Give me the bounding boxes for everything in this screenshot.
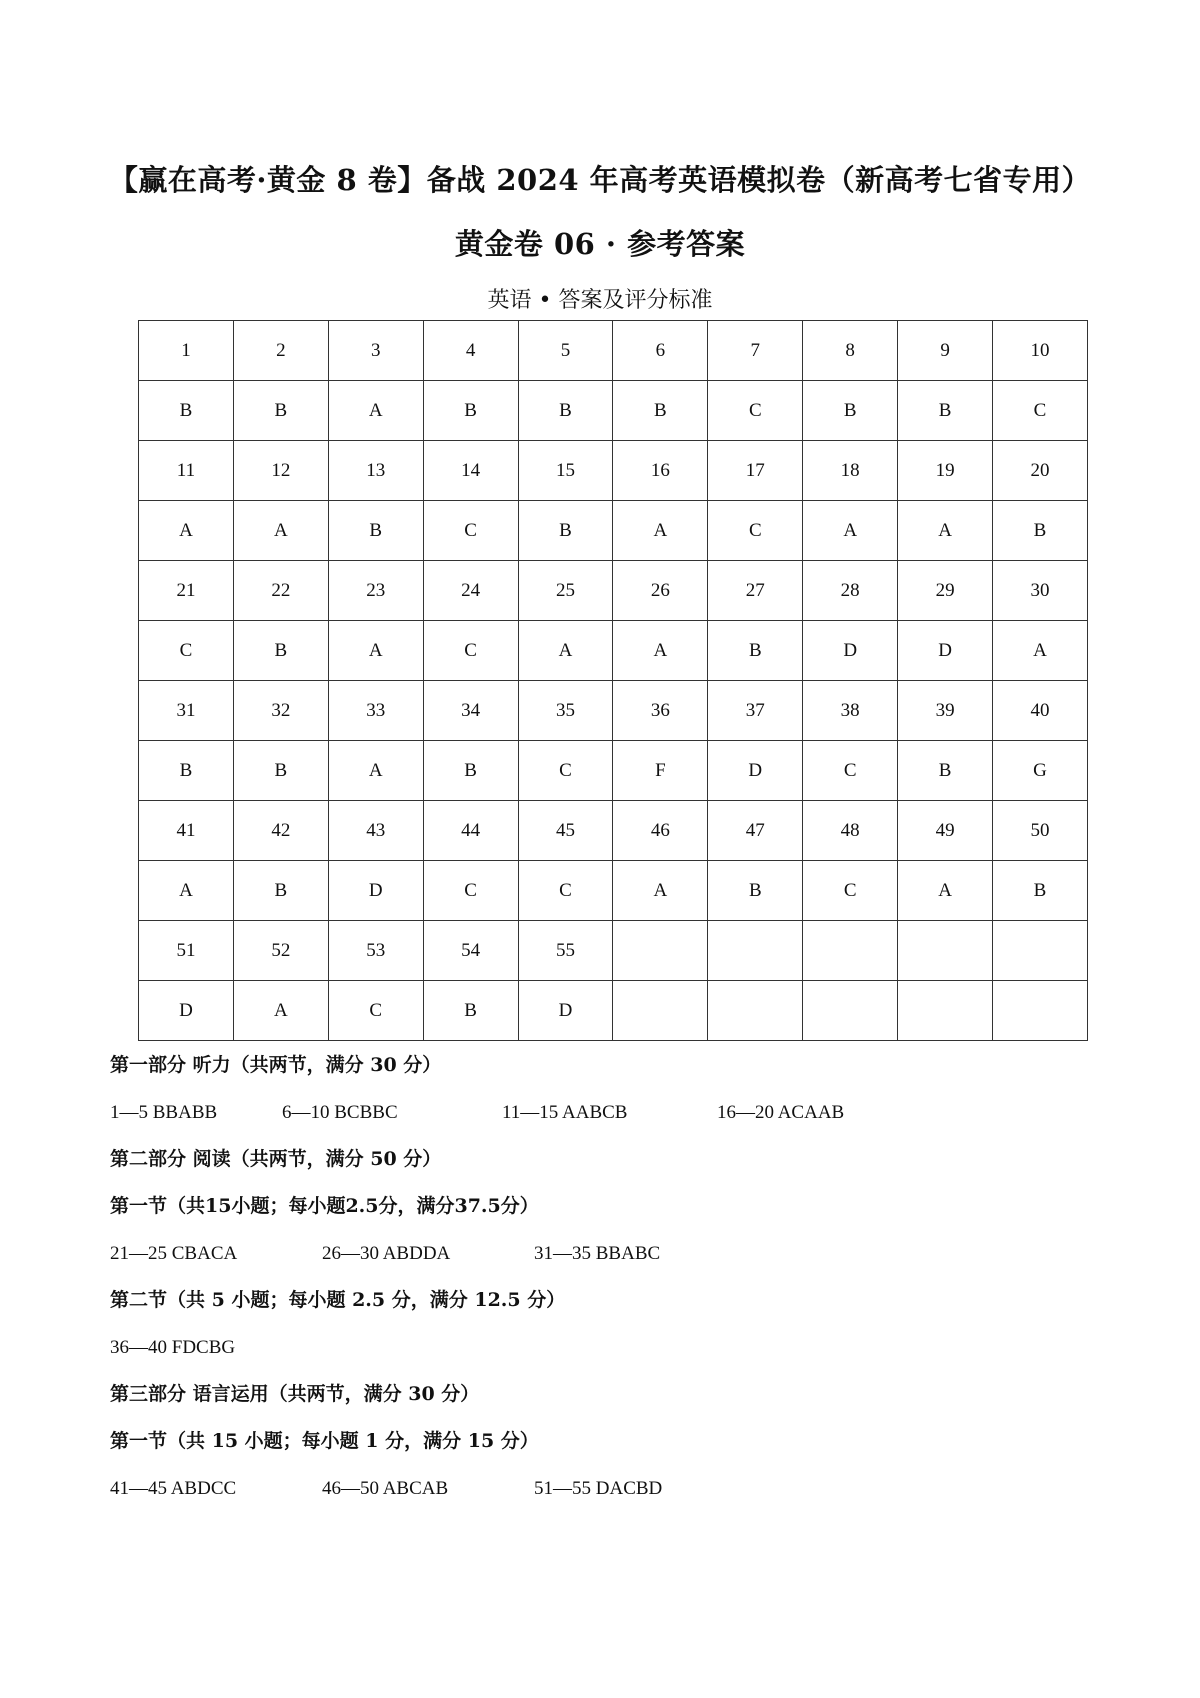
question-number-cell: 15 (518, 441, 613, 501)
answer-cell: A (233, 501, 328, 561)
answer-cell: C (328, 981, 423, 1041)
answer-cell: B (708, 861, 803, 921)
answer-cell: B (233, 621, 328, 681)
part2-section1-answers (110, 1238, 1110, 1285)
question-number-cell: 44 (423, 801, 518, 861)
answer-cell: D (139, 981, 234, 1041)
question-number-cell: 11 (139, 441, 234, 501)
question-number-cell: 12 (233, 441, 328, 501)
answer-cell: B (518, 381, 613, 441)
question-number-cell (898, 921, 993, 981)
answer-cell (613, 981, 708, 1041)
answer-cell: A (993, 621, 1088, 681)
answer-cell: C (139, 621, 234, 681)
document-title: 【赢在高考·黄金 8 卷】备战 2024 年高考英语模拟卷（新高考七省专用） (108, 163, 1092, 197)
question-number-cell: 2 (233, 321, 328, 381)
part2-section1-heading: 第一节（共15小题；每小题2.5分，满分37.5分） (110, 1195, 539, 1217)
answer-cell (993, 981, 1088, 1041)
answer-cell: C (518, 741, 613, 801)
question-number-cell: 7 (708, 321, 803, 381)
question-number-cell: 34 (423, 681, 518, 741)
answer-cell: D (328, 861, 423, 921)
question-number-cell: 20 (993, 441, 1088, 501)
question-number-cell: 1 (139, 321, 234, 381)
question-number-cell: 8 (803, 321, 898, 381)
question-number-cell: 53 (328, 921, 423, 981)
question-number-cell: 55 (518, 921, 613, 981)
answer-cell: G (993, 741, 1088, 801)
answer-cell: C (423, 501, 518, 561)
answer-cell: C (708, 501, 803, 561)
answer-cell: B (423, 741, 518, 801)
answer-cell: B (708, 621, 803, 681)
answer-cell: C (423, 861, 518, 921)
answer-cell: D (803, 621, 898, 681)
answer-group: 41—45 ABDCC (110, 1478, 237, 1499)
answer-cell: A (898, 501, 993, 561)
answer-cell: B (328, 501, 423, 561)
answer-letter-row (139, 501, 1088, 561)
question-number-cell: 28 (803, 561, 898, 621)
question-number-cell: 37 (708, 681, 803, 741)
answer-cell (708, 981, 803, 1041)
table-caption: 英语 • 答案及评分标准 (487, 288, 713, 313)
answer-group: 21—25 CBACA (110, 1243, 238, 1264)
question-number-cell: 46 (613, 801, 708, 861)
answer-group: 46—50 ABCAB (322, 1478, 449, 1499)
answer-letter-row (139, 621, 1088, 681)
question-number-cell: 47 (708, 801, 803, 861)
question-number-row (139, 681, 1088, 741)
question-number-cell: 52 (233, 921, 328, 981)
answer-cell: A (613, 861, 708, 921)
answer-cell: B (423, 381, 518, 441)
answer-cell: A (613, 621, 708, 681)
answer-cell: B (423, 981, 518, 1041)
answer-group: 6—10 BCBBC (282, 1102, 398, 1123)
answer-cell: B (898, 381, 993, 441)
part2-section2-answers (110, 1332, 1110, 1379)
answer-cell: A (613, 501, 708, 561)
part1-answers (110, 1097, 1110, 1144)
question-number-cell (993, 921, 1088, 981)
part2-heading: 第二部分 阅读（共两节，满分 50 分） (110, 1148, 442, 1170)
part3-section1-heading: 第一节（共 15 小题；每小题 1 分，满分 15 分） (110, 1430, 539, 1452)
answer-group: 11—15 AABCB (502, 1102, 628, 1123)
answer-cell (898, 981, 993, 1041)
question-number-cell: 29 (898, 561, 993, 621)
answer-group: 16—20 ACAAB (717, 1102, 845, 1123)
answer-cell: A (328, 381, 423, 441)
answer-cell: A (518, 621, 613, 681)
answer-letter-row (139, 861, 1088, 921)
answer-group: 51—55 DACBD (534, 1478, 663, 1499)
answer-cell: B (993, 861, 1088, 921)
answer-cell: A (328, 621, 423, 681)
part1-heading: 第一部分 听力（共两节，满分 30 分） (110, 1054, 442, 1076)
question-number-row (139, 441, 1088, 501)
answer-cell: A (898, 861, 993, 921)
answer-cell: C (708, 381, 803, 441)
answer-cell: C (803, 861, 898, 921)
question-number-cell: 42 (233, 801, 328, 861)
part3-section1-answers (110, 1473, 1110, 1520)
question-number-cell: 10 (993, 321, 1088, 381)
answer-cell (803, 981, 898, 1041)
question-number-cell: 18 (803, 441, 898, 501)
question-number-cell: 14 (423, 441, 518, 501)
question-number-cell: 49 (898, 801, 993, 861)
question-number-row (139, 321, 1088, 381)
question-number-cell: 3 (328, 321, 423, 381)
question-number-cell: 13 (328, 441, 423, 501)
answer-group: 31—35 BBABC (534, 1243, 661, 1264)
question-number-cell: 23 (328, 561, 423, 621)
question-number-cell (613, 921, 708, 981)
document-subtitle: 黄金卷 06 · 参考答案 (454, 227, 746, 261)
question-number-row (139, 561, 1088, 621)
part3-heading: 第三部分 语言运用（共两节，满分 30 分） (110, 1383, 480, 1405)
question-number-cell: 38 (803, 681, 898, 741)
answer-cell: B (803, 381, 898, 441)
question-number-cell: 17 (708, 441, 803, 501)
answer-group: 36—40 FDCBG (110, 1337, 236, 1358)
question-number-cell: 48 (803, 801, 898, 861)
question-number-cell: 36 (613, 681, 708, 741)
answer-group: 1—5 BBABB (110, 1102, 218, 1123)
question-number-cell: 32 (233, 681, 328, 741)
question-number-cell (708, 921, 803, 981)
answer-group: 26—30 ABDDA (322, 1243, 451, 1264)
question-number-cell (803, 921, 898, 981)
answer-cell: B (518, 501, 613, 561)
question-number-cell: 50 (993, 801, 1088, 861)
answer-cell: C (423, 621, 518, 681)
answer-cell: B (993, 501, 1088, 561)
answer-letter-row (139, 741, 1088, 801)
question-number-cell: 35 (518, 681, 613, 741)
answer-cell: D (518, 981, 613, 1041)
answer-cell: B (233, 741, 328, 801)
question-number-cell: 31 (139, 681, 234, 741)
answer-cell: F (613, 741, 708, 801)
question-number-cell: 30 (993, 561, 1088, 621)
answer-letter-row (139, 981, 1088, 1041)
question-number-cell: 25 (518, 561, 613, 621)
answer-cell: B (613, 381, 708, 441)
question-number-cell: 27 (708, 561, 803, 621)
question-number-cell: 4 (423, 321, 518, 381)
question-number-row (139, 921, 1088, 981)
answer-cell: A (139, 501, 234, 561)
answer-cell: A (233, 981, 328, 1041)
answer-cell: B (139, 381, 234, 441)
question-number-cell: 33 (328, 681, 423, 741)
question-number-cell: 24 (423, 561, 518, 621)
answer-cell: C (518, 861, 613, 921)
question-number-cell: 51 (139, 921, 234, 981)
answer-cell: C (803, 741, 898, 801)
question-number-cell: 41 (139, 801, 234, 861)
question-number-cell: 5 (518, 321, 613, 381)
answer-cell: D (708, 741, 803, 801)
question-number-cell: 39 (898, 681, 993, 741)
question-number-cell: 45 (518, 801, 613, 861)
question-number-cell: 6 (613, 321, 708, 381)
answer-cell: A (328, 741, 423, 801)
answer-sections (110, 1050, 1110, 1520)
answer-cell: C (993, 381, 1088, 441)
question-number-cell: 54 (423, 921, 518, 981)
question-number-cell: 26 (613, 561, 708, 621)
answer-cell: B (233, 861, 328, 921)
question-number-cell: 43 (328, 801, 423, 861)
answer-letter-row (139, 381, 1088, 441)
answer-cell: A (803, 501, 898, 561)
answer-cell: A (139, 861, 234, 921)
question-number-cell: 40 (993, 681, 1088, 741)
question-number-cell: 19 (898, 441, 993, 501)
question-number-cell: 9 (898, 321, 993, 381)
question-number-row (139, 801, 1088, 861)
question-number-cell: 21 (139, 561, 234, 621)
question-number-cell: 22 (233, 561, 328, 621)
answer-cell: D (898, 621, 993, 681)
answer-cell: B (898, 741, 993, 801)
question-number-cell: 16 (613, 441, 708, 501)
answer-cell: B (139, 741, 234, 801)
answer-cell: B (233, 381, 328, 441)
answer-table (138, 320, 1088, 1041)
part2-section2-heading: 第二节（共 5 小题；每小题 2.5 分，满分 12.5 分） (110, 1289, 566, 1311)
